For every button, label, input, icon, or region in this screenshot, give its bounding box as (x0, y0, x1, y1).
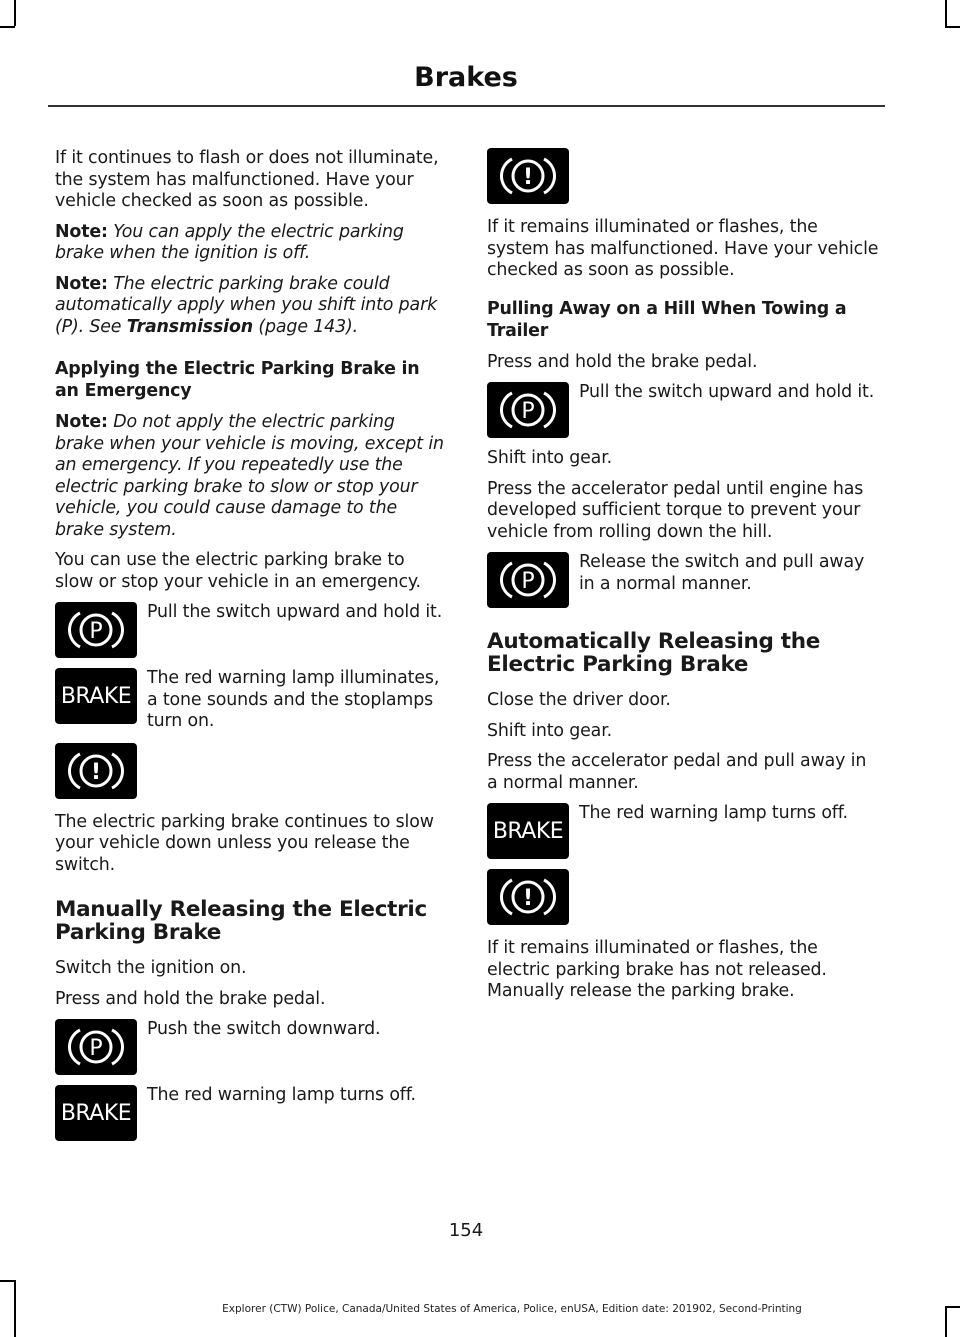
note-label: Note: (55, 221, 108, 242)
remains-paragraph: If it remains illuminated or flashes, the system has malfunctioned. Have your vehicle checked as soon as possible. (487, 217, 879, 280)
accelerator-paragraph: Press the accelerator pedal until engine has developed sufficient torque to prevent your vehicle from rolling down the hill. (487, 478, 864, 542)
pull-switch-step (55, 602, 447, 658)
brake-warning-icon (55, 668, 137, 724)
right-column (487, 148, 879, 1012)
ignition-paragraph: Switch the ignition on. (55, 958, 247, 978)
crop-mark (0, 26, 15, 28)
close-door-paragraph: Close the driver door. (487, 690, 671, 710)
shift-gear-paragraph: Shift into gear. (487, 720, 612, 741)
lamp-off-step (487, 803, 879, 859)
malfunction-paragraph: If it continues to flash or does not illuminate, the system has malfunctioned. Have your vehicle checked as soon as possible. (55, 148, 439, 211)
parking-brake-p-icon (487, 552, 569, 608)
heading-emergency: Applying the Electric Parking Brake in an Emergency (55, 359, 420, 401)
brake-warning-icon (487, 803, 569, 859)
exclamation-step (55, 743, 447, 799)
p-glyph: P (521, 569, 535, 594)
excl-glyph: ! (90, 759, 102, 785)
release-switch-text: Release the switch and pull away in a normal manner. (579, 552, 865, 594)
pull-switch-text: Pull the switch upward and hold it. (147, 602, 443, 622)
note-emergency-use (55, 412, 447, 541)
press-pedal-paragraph: Press and hold the brake pedal. (55, 988, 326, 1009)
red-lamp-step (55, 668, 447, 733)
note-park-auto-apply (55, 274, 447, 339)
page-number: 154 (448, 1220, 484, 1241)
note-label: Note: (55, 412, 108, 432)
brake-warning-icon (55, 1085, 137, 1141)
brake-exclamation-icon (487, 148, 569, 204)
note-ignition-off (55, 222, 447, 265)
crop-mark (14, 0, 16, 26)
left-column (55, 148, 447, 1151)
heading-auto-release: Automatically Releasing the Electric Parking Brake (487, 629, 821, 677)
crop-mark (945, 0, 947, 26)
emergency-paragraph: You can use the electric parking brake to slow or stop your vehicle in an emergency. (55, 550, 421, 592)
push-switch-step (55, 1019, 447, 1075)
crop-mark (945, 26, 960, 28)
continues-paragraph: The electric parking brake continues to slow your vehicle down unless you release the switch. (55, 811, 434, 875)
parking-brake-p-icon (487, 382, 569, 438)
title-divider (48, 105, 885, 107)
remains-released-paragraph: If it remains illuminated or flashes, the electric parking brake has not released. Manually release the parking brake. (487, 938, 827, 1001)
lamp-off-text: The red warning lamp turns off. (579, 803, 848, 823)
p-glyph: P (89, 1036, 103, 1061)
note-text: Do not apply the electric parking brake when your vehicle is moving, except in an emergency. If you repeatedly use the electric parking brake to slow or stop your vehicle, you could cause damage to the brake system. (55, 412, 444, 540)
excl-glyph: ! (522, 886, 534, 911)
red-lamp-text: The red warning lamp illuminates, a tone sounds and the stoplamps turn on. (147, 668, 440, 731)
pull-switch-text: Pull the switch upward and hold it. (579, 382, 875, 402)
exclamation-step (487, 869, 879, 925)
brake-label: BRAKE (492, 818, 564, 844)
lamp-off-text: The red warning lamp turns off. (147, 1085, 416, 1105)
p-glyph: P (89, 619, 103, 644)
page-footer: Explorer (CTW) Police, Canada/United States of America, Police, enUSA, Edition date: 201902, Second-Printing (222, 1303, 802, 1315)
heading-manual-release: Manually Releasing the Electric Parking Brake (55, 897, 427, 945)
note-text: (page 143). (253, 316, 358, 337)
note-text: The electric parking brake could automatically apply when you shift into park (P). See (55, 273, 437, 337)
excl-glyph: ! (522, 165, 534, 190)
transmission-link[interactable]: Transmission (126, 316, 254, 337)
brake-exclamation-icon (55, 743, 137, 799)
page-title: Brakes (414, 62, 518, 93)
p-glyph: P (521, 399, 535, 424)
note-text: You can apply the electric parking brake when the ignition is off. (55, 221, 404, 263)
brake-label: BRAKE (60, 1100, 132, 1126)
press-pedal-paragraph: Press and hold the brake pedal. (487, 351, 758, 372)
lamp-off-step (55, 1085, 447, 1141)
accelerator-paragraph: Press the accelerator pedal and pull away in a normal manner. (487, 751, 867, 793)
note-label: Note: (55, 273, 108, 294)
parking-brake-p-icon (55, 602, 137, 658)
heading-hill-towing: Pulling Away on a Hill When Towing a Trailer (487, 298, 847, 341)
brake-label: BRAKE (60, 683, 132, 709)
exclamation-step (487, 148, 879, 204)
shift-gear-paragraph: Shift into gear. (487, 448, 612, 468)
pull-switch-step (487, 382, 879, 438)
push-switch-text: Push the switch downward. (147, 1019, 381, 1039)
brake-exclamation-icon (487, 869, 569, 925)
release-switch-step (487, 552, 879, 608)
parking-brake-p-icon (55, 1019, 137, 1075)
crop-mark (0, 1280, 15, 1282)
